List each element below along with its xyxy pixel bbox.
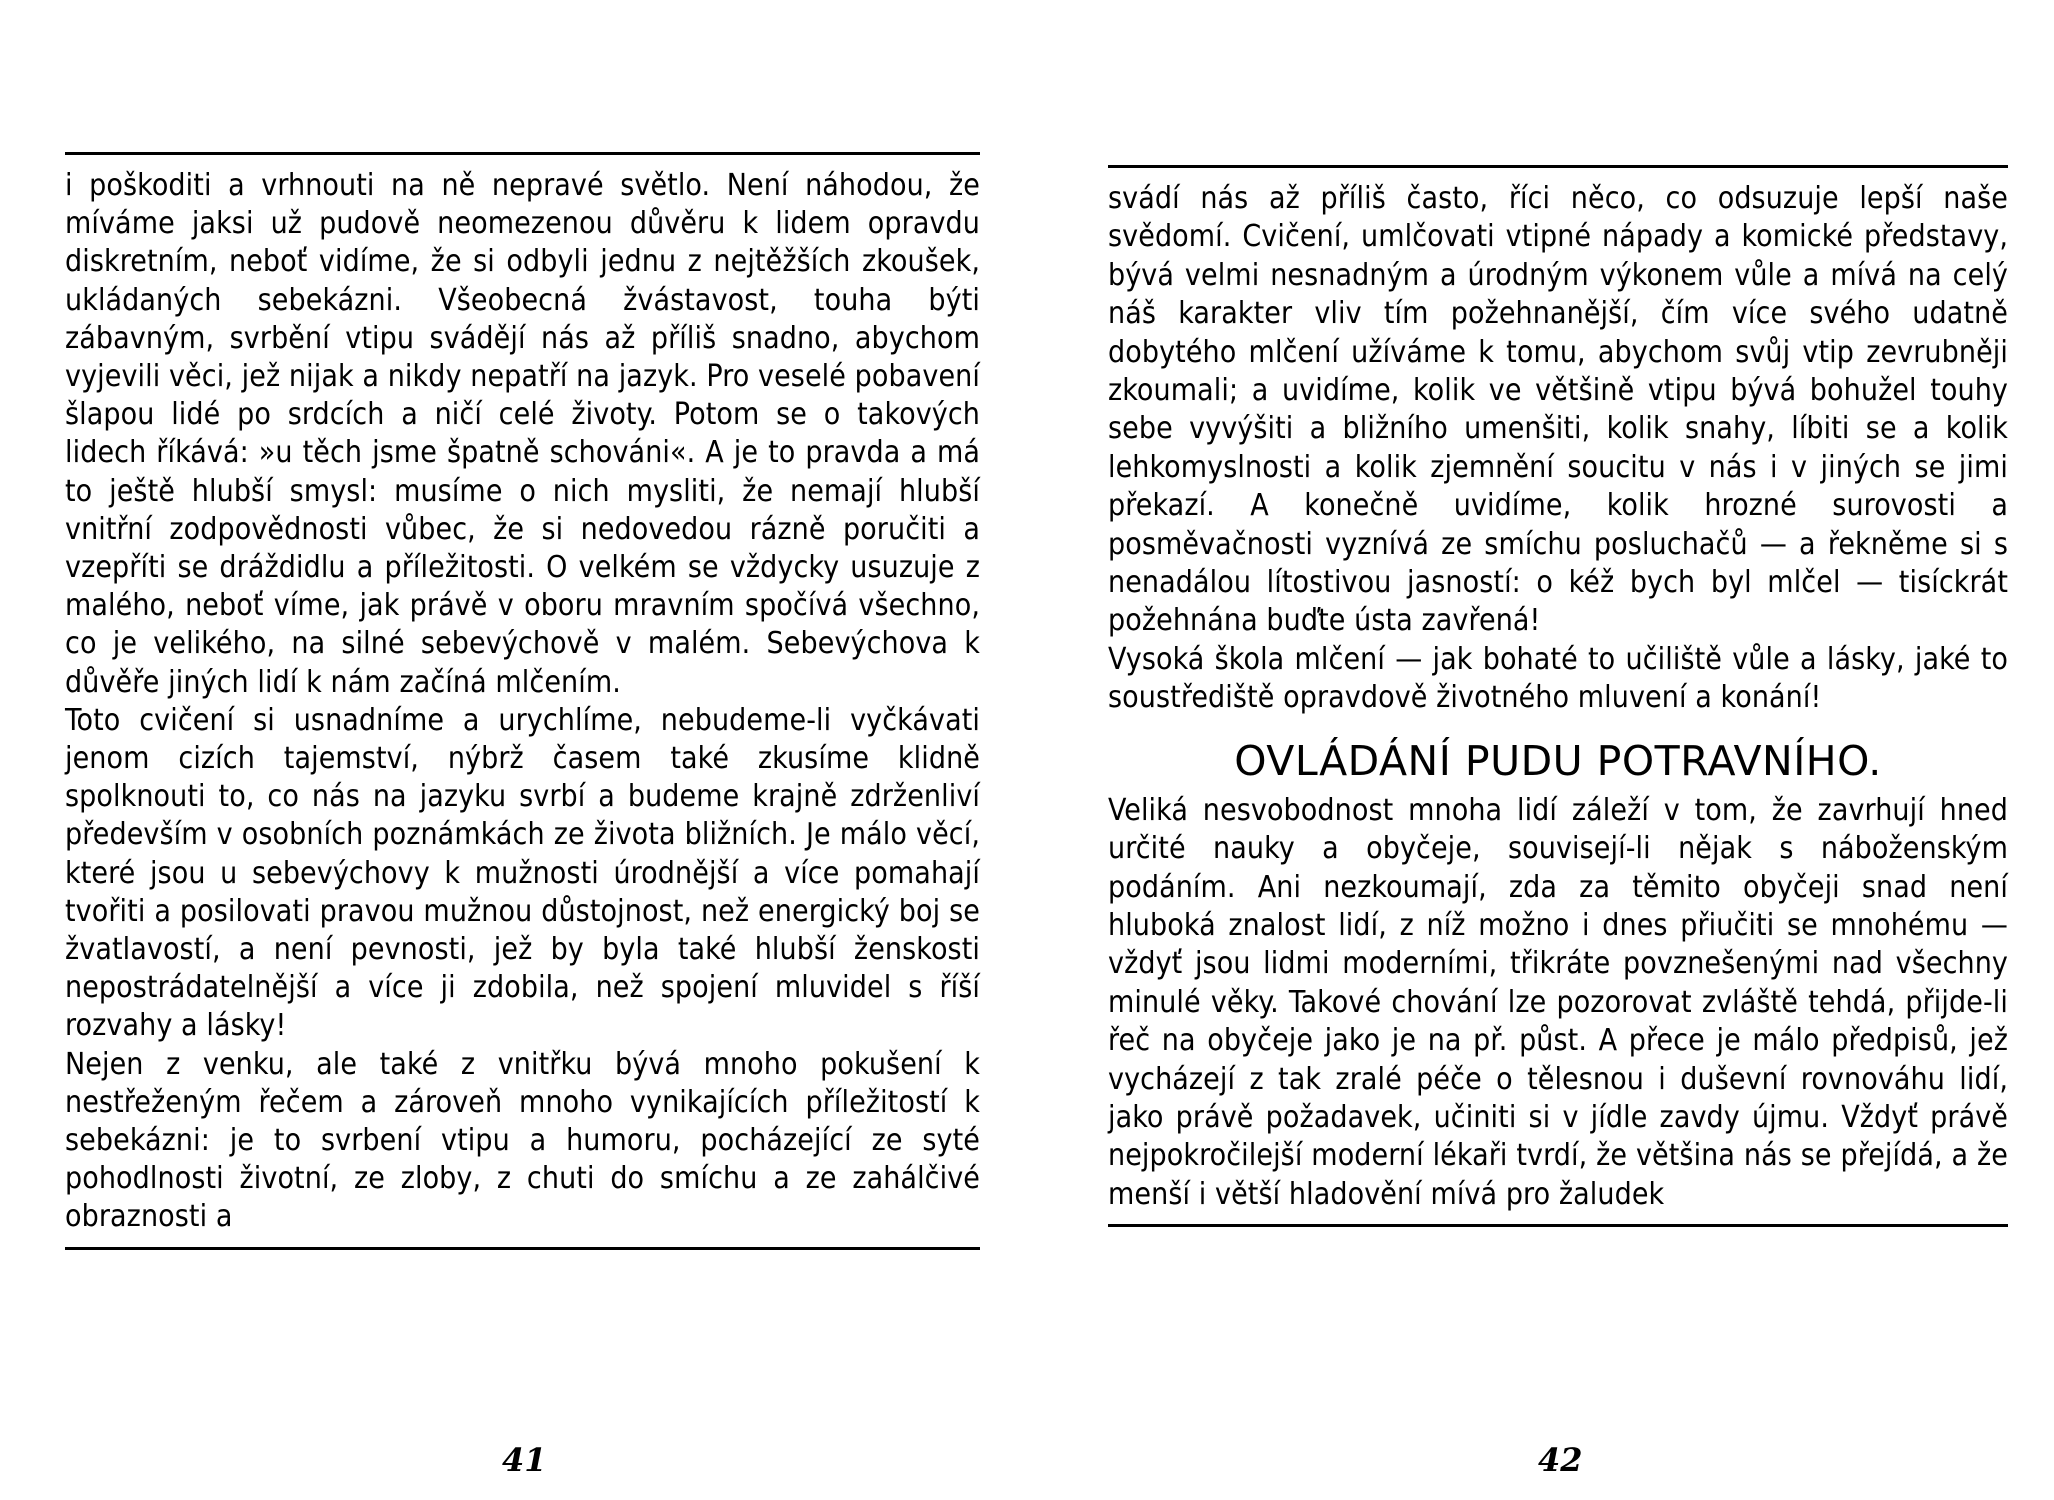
page-number-right: 42 xyxy=(1538,1441,1583,1479)
page-number-left: 41 xyxy=(502,1441,547,1479)
top-rule xyxy=(65,152,980,155)
right-page-text xyxy=(1108,180,2008,1214)
bottom-rule xyxy=(1108,1224,2008,1227)
right-page xyxy=(1108,165,2008,1227)
left-page-text xyxy=(65,167,980,1237)
paragraph: Nejen z venku, ale také z vnitřku bývá mnoho pokušení k nestřeženým řečem a zároveň mnoho vynikajících příležitostí k sebekázni: je to svrbení vtipu a humoru, pocházející ze syté pohodlnosti životní, ze zloby, z chuti do smíchu a ze zahálčivé obraznosti a xyxy=(65,1046,980,1235)
paragraph: Veliká nesvobodnost mnoha lidí záleží v tom, že zavrhují hned určité nauky a obyčeje, souvisejí-li nějak s náboženským podáním. Ani nezkoumají, zda za těmito obyčeji snad není hluboká znalost lidí, z níž možno i dnes přiučiti se mnohému — vždyť jsou lidmi moderními, třikráte povznešenými nad všechny minulé věky. Takové chování lze pozorovat zvláště tehdá, přijde-li řeč na obyčeje jako je na př. půst. A přece je málo předpisů, jež vycházejí z tak zralé péče o tělesnou i duševní rovnováhu lidí, jako právě požadavek, učiniti si v jídle zavdy újmu. Vždyť právě nejpokročilejší moderní lékaři tvrdí, že většina nás se přejídá, a že menší i větší hladovění mívá pro žaludek xyxy=(1108,792,2008,1212)
paragraph: svádí nás až příliš často, říci něco, co odsuzuje lepší naše svědomí. Cvičení, umlčovati vtipné nápady a komické představy, bývá velmi nesnadným a úrodným výkonem vůle a mívá na celý náš karakter vliv tím požehnanější, čím více svého udatně dobytého mlčení užíváme k tomu, abychom svůj vtip zevrubněji zkoumali; a uvidíme, kolik ve většině vtipu bývá bohužel touhy sebe vyvýšiti a bližního umenšiti, kolik snahy, líbiti se a kolik lehkomyslnosti a kolik zjemnění soucitu v nás i v jiných se jimi překazí. A konečně uvidíme, kolik hrozné surovosti a posměvačnosti vyznívá ze smíchu posluchačů — a řekněme si s nenadálou lítostivou jasností: o kéž bych byl mlčel — tisíckrát požehnána buďte ústa zavřená! xyxy=(1108,181,2008,639)
paragraph: i poškoditi a vrhnouti na ně nepravé světlo. Není náhodou, že míváme jaksi už pudově neomezenou důvěru k lidem opravdu diskretním, neboť vidíme, že si odbyli jednu z nejtěžších zkoušek, ukládaných sebekázni. Všeobecná žvástavost, touha býti zábavným, svrbění vtipu svádějí nás až příliš snadno, abychom vyjevili věci, jež nijak a nikdy nepatří na jazyk. Pro veselé pobavení šlapou lidé po srdcích a ničí celé životy. Potom se o takových lidech říkává: »u těch jsme špatně schováni«. A je to pravda a má to ještě hlubší smysl: musíme o nich mysliti, že nemají hlubší vnitřní zodpovědnosti vůbec, že si nedovedou rázně poručiti a vzepříti se dráždidlu a příležitosti. O velkém se vždycky usuzuje z malého, neboť víme, jak právě v oboru mravním spočívá všechno, co je velikého, na silné sebevýchově v malém. Sebevýchova k důvěře jiných lidí k nám začíná mlčením. xyxy=(65,168,980,700)
left-page xyxy=(65,152,980,1250)
section-heading: OVLÁDÁNÍ PUDU POTRAVNÍHO. xyxy=(1234,736,1882,785)
top-rule xyxy=(1108,165,2008,168)
paragraph: Vysoká škola mlčení — jak bohaté to učiliště vůle a lásky, jaké to soustřediště opravdově životného mluvení a konání! xyxy=(1108,641,2008,716)
bottom-rule xyxy=(65,1247,980,1250)
paragraph: Toto cvičení si usnadníme a urychlíme, nebudeme-li vyčkávati jenom cizích tajemství, nýbrž časem také zkusíme klidně spolknouti to, co nás na jazyku svrbí a budeme krajně zdrženliví především v osobních poznámkách ze života bližních. Je málo věcí, které jsou u sebevýchovy k mužnosti úrodnější a více pomahají tvořiti a posilovati pravou mužnou důstojnost, než energický boj se žvatlavostí, a není pevnosti, jež by byla také hlubší ženskosti nepostrádatelnější a více ji zdobila, než spojení mluvidel s říší rozvahy a lásky! xyxy=(65,702,980,1044)
